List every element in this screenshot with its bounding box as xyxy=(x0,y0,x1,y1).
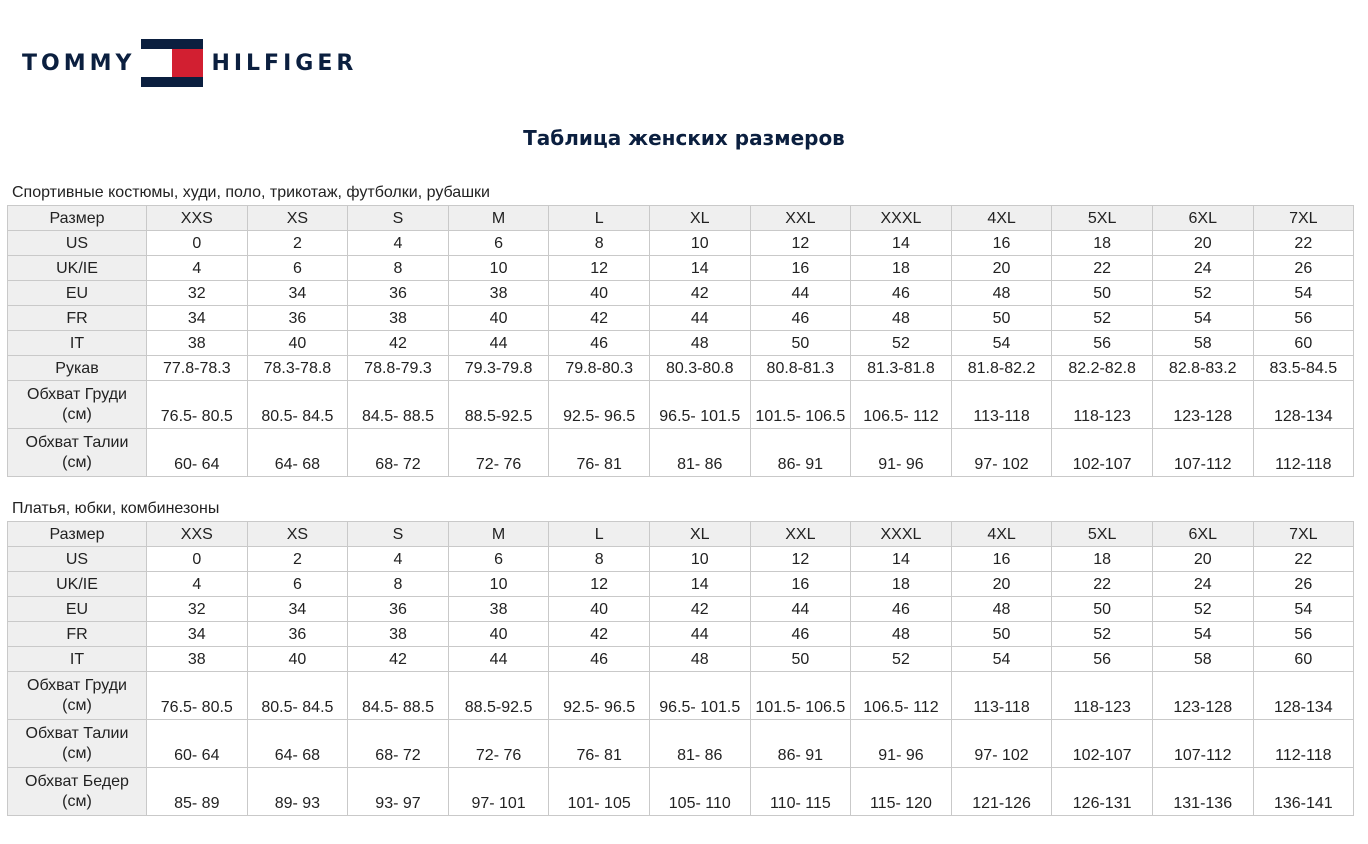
value-cell: 32 xyxy=(147,281,248,306)
value-cell: 24 xyxy=(1152,572,1253,597)
value-cell: 40 xyxy=(247,647,348,672)
value-cell: 52 xyxy=(851,647,952,672)
row-label: US xyxy=(65,234,89,252)
row-label-cell xyxy=(8,720,147,768)
row-label-cell xyxy=(8,647,147,672)
value-cell: 76.5- 80.5 xyxy=(147,381,248,429)
row-label: Обхват Талии xyxy=(25,724,129,742)
value-cell: 34 xyxy=(247,597,348,622)
row-label-cell xyxy=(8,547,147,572)
value-cell: 10 xyxy=(448,572,549,597)
value-cell: 123-128 xyxy=(1152,672,1253,720)
value-cell: 84.5- 88.5 xyxy=(348,381,449,429)
value-cell: 12 xyxy=(750,231,851,256)
value-cell: 54 xyxy=(1253,281,1354,306)
value-cell: 77.8-78.3 xyxy=(147,356,248,381)
value-cell: 14 xyxy=(649,572,750,597)
value-cell: 10 xyxy=(448,256,549,281)
value-cell: 16 xyxy=(750,256,851,281)
value-cell: 54 xyxy=(1152,622,1253,647)
table-row xyxy=(8,720,1354,768)
value-cell: 44 xyxy=(750,597,851,622)
value-cell: 4 xyxy=(147,256,248,281)
row-label-cell xyxy=(8,356,147,381)
value-cell: 42 xyxy=(549,622,650,647)
value-cell: 48 xyxy=(951,281,1052,306)
value-cell: 92.5- 96.5 xyxy=(549,672,650,720)
size-header-cell: XXXL xyxy=(851,522,952,547)
value-cell: 68- 72 xyxy=(348,429,449,477)
value-cell: 20 xyxy=(1152,547,1253,572)
value-cell: 50 xyxy=(1052,597,1153,622)
row-label-cell xyxy=(8,256,147,281)
value-cell: 38 xyxy=(348,306,449,331)
value-cell: 0 xyxy=(147,547,248,572)
value-cell: 80.3-80.8 xyxy=(649,356,750,381)
value-cell: 60 xyxy=(1253,647,1354,672)
row-label-cell xyxy=(8,429,147,477)
value-cell: 54 xyxy=(951,647,1052,672)
value-cell: 50 xyxy=(750,331,851,356)
value-cell: 107-112 xyxy=(1152,429,1253,477)
size-header-cell: 4XL xyxy=(951,206,1052,231)
value-cell: 97- 102 xyxy=(951,720,1052,768)
value-cell: 128-134 xyxy=(1253,381,1354,429)
value-cell: 42 xyxy=(549,306,650,331)
table-row xyxy=(8,547,1354,572)
value-cell: 8 xyxy=(348,572,449,597)
value-cell: 38 xyxy=(147,647,248,672)
value-cell: 14 xyxy=(851,231,952,256)
value-cell: 88.5-92.5 xyxy=(448,672,549,720)
value-cell: 16 xyxy=(750,572,851,597)
value-cell: 8 xyxy=(549,547,650,572)
size-table-dresses xyxy=(7,521,1354,816)
row-label: Обхват Груди xyxy=(27,676,127,694)
value-cell: 76- 81 xyxy=(549,720,650,768)
value-cell: 80.5- 84.5 xyxy=(247,672,348,720)
brand-logo xyxy=(22,39,357,87)
flag-left-block xyxy=(141,49,169,77)
value-cell: 48 xyxy=(851,622,952,647)
value-cell: 18 xyxy=(1052,231,1153,256)
row-label: UK/IE xyxy=(56,259,98,277)
value-cell: 85- 89 xyxy=(147,768,248,816)
value-cell: 91- 96 xyxy=(851,720,952,768)
row-label-cell xyxy=(8,381,147,429)
value-cell: 136-141 xyxy=(1253,768,1354,816)
value-cell: 2 xyxy=(247,547,348,572)
value-cell: 36 xyxy=(247,306,348,331)
brand-word-right: HILFIGER xyxy=(211,50,358,76)
row-label: US xyxy=(65,550,89,568)
value-cell: 22 xyxy=(1253,547,1354,572)
size-header-cell: L xyxy=(549,206,650,231)
value-cell: 102-107 xyxy=(1052,429,1153,477)
row-label: Рукав xyxy=(55,359,99,377)
value-cell: 131-136 xyxy=(1152,768,1253,816)
value-cell: 113-118 xyxy=(951,381,1052,429)
value-cell: 83.5-84.5 xyxy=(1253,356,1354,381)
value-cell: 6 xyxy=(247,572,348,597)
value-cell: 128-134 xyxy=(1253,672,1354,720)
table-row xyxy=(8,331,1354,356)
value-cell: 42 xyxy=(649,597,750,622)
table-row xyxy=(8,281,1354,306)
value-cell: 46 xyxy=(750,622,851,647)
table-row xyxy=(8,381,1354,429)
value-cell: 40 xyxy=(549,597,650,622)
value-cell: 52 xyxy=(851,331,952,356)
value-cell: 36 xyxy=(348,597,449,622)
row-label-cell xyxy=(8,672,147,720)
row-label-cell xyxy=(8,622,147,647)
value-cell: 93- 97 xyxy=(348,768,449,816)
value-cell: 81.8-82.2 xyxy=(951,356,1052,381)
value-cell: 8 xyxy=(348,256,449,281)
value-cell: 64- 68 xyxy=(247,720,348,768)
value-cell: 56 xyxy=(1253,622,1354,647)
value-cell: 50 xyxy=(1052,281,1153,306)
value-cell: 36 xyxy=(348,281,449,306)
value-cell: 60- 64 xyxy=(147,429,248,477)
value-cell: 12 xyxy=(549,256,650,281)
value-cell: 54 xyxy=(1253,597,1354,622)
value-cell: 10 xyxy=(649,547,750,572)
size-header-cell: XL xyxy=(649,522,750,547)
value-cell: 32 xyxy=(147,597,248,622)
value-cell: 97- 102 xyxy=(951,429,1052,477)
section-title-tops: Спортивные костюмы, худи, поло, трикотаж, футболки, рубашки xyxy=(12,184,490,201)
value-cell: 52 xyxy=(1152,597,1253,622)
value-cell: 82.2-82.8 xyxy=(1052,356,1153,381)
value-cell: 112-118 xyxy=(1253,429,1354,477)
section-title-dresses: Платья, юбки, комбинезоны xyxy=(12,500,220,517)
value-cell: 6 xyxy=(247,256,348,281)
value-cell: 80.8-81.3 xyxy=(750,356,851,381)
value-cell: 96.5- 101.5 xyxy=(649,381,750,429)
value-cell: 68- 72 xyxy=(348,720,449,768)
value-cell: 115- 120 xyxy=(851,768,952,816)
value-cell: 2 xyxy=(247,231,348,256)
value-cell: 46 xyxy=(851,281,952,306)
value-cell: 50 xyxy=(750,647,851,672)
value-cell: 97- 101 xyxy=(448,768,549,816)
value-cell: 56 xyxy=(1052,647,1153,672)
value-cell: 12 xyxy=(750,547,851,572)
value-cell: 20 xyxy=(951,572,1052,597)
table-header-row xyxy=(8,206,1354,231)
table-row xyxy=(8,672,1354,720)
value-cell: 24 xyxy=(1152,256,1253,281)
flag-icon xyxy=(141,39,203,87)
size-header-cell: 7XL xyxy=(1253,206,1354,231)
size-header-cell: XL xyxy=(649,206,750,231)
value-cell: 44 xyxy=(649,306,750,331)
row-label-cell xyxy=(8,331,147,356)
row-label-unit: (см) xyxy=(62,453,92,471)
value-cell: 126-131 xyxy=(1052,768,1153,816)
row-label: EU xyxy=(65,600,89,618)
size-header-cell: XXS xyxy=(147,206,248,231)
value-cell: 123-128 xyxy=(1152,381,1253,429)
value-cell: 82.8-83.2 xyxy=(1152,356,1253,381)
value-cell: 84.5- 88.5 xyxy=(348,672,449,720)
value-cell: 18 xyxy=(1052,547,1153,572)
value-cell: 34 xyxy=(247,281,348,306)
row-label-unit: (см) xyxy=(62,744,92,762)
size-header-cell: S xyxy=(348,206,449,231)
value-cell: 40 xyxy=(448,306,549,331)
value-cell: 106.5- 112 xyxy=(851,381,952,429)
value-cell: 44 xyxy=(750,281,851,306)
value-cell: 48 xyxy=(649,647,750,672)
row-label: FR xyxy=(66,309,88,327)
value-cell: 106.5- 112 xyxy=(851,672,952,720)
value-cell: 8 xyxy=(549,231,650,256)
value-cell: 96.5- 101.5 xyxy=(649,672,750,720)
value-cell: 44 xyxy=(448,647,549,672)
value-cell: 72- 76 xyxy=(448,429,549,477)
size-header-cell: XXS xyxy=(147,522,248,547)
value-cell: 60 xyxy=(1253,331,1354,356)
row-label-cell xyxy=(8,306,147,331)
value-cell: 52 xyxy=(1052,622,1153,647)
value-cell: 18 xyxy=(851,572,952,597)
row-label: UK/IE xyxy=(56,575,98,593)
row-label-cell xyxy=(8,597,147,622)
header-label-cell: Размер xyxy=(8,522,147,547)
value-cell: 46 xyxy=(549,647,650,672)
value-cell: 81- 86 xyxy=(649,429,750,477)
row-label-cell xyxy=(8,281,147,306)
table-row xyxy=(8,231,1354,256)
value-cell: 50 xyxy=(951,622,1052,647)
value-cell: 26 xyxy=(1253,256,1354,281)
brand-word-left: TOMMY xyxy=(22,50,136,76)
row-label-unit: (см) xyxy=(62,792,92,810)
table-row xyxy=(8,572,1354,597)
value-cell: 58 xyxy=(1152,331,1253,356)
size-header-cell: 6XL xyxy=(1152,206,1253,231)
value-cell: 54 xyxy=(1152,306,1253,331)
value-cell: 40 xyxy=(549,281,650,306)
value-cell: 107-112 xyxy=(1152,720,1253,768)
value-cell: 64- 68 xyxy=(247,429,348,477)
value-cell: 48 xyxy=(951,597,1052,622)
value-cell: 42 xyxy=(348,331,449,356)
value-cell: 40 xyxy=(247,331,348,356)
size-header-cell: M xyxy=(448,206,549,231)
size-header-cell: L xyxy=(549,522,650,547)
value-cell: 38 xyxy=(348,622,449,647)
value-cell: 72- 76 xyxy=(448,720,549,768)
header-label-cell: Размер xyxy=(8,206,147,231)
value-cell: 52 xyxy=(1152,281,1253,306)
value-cell: 86- 91 xyxy=(750,720,851,768)
value-cell: 22 xyxy=(1052,572,1153,597)
size-header-cell: M xyxy=(448,522,549,547)
value-cell: 52 xyxy=(1052,306,1153,331)
value-cell: 16 xyxy=(951,231,1052,256)
value-cell: 44 xyxy=(649,622,750,647)
value-cell: 34 xyxy=(147,306,248,331)
value-cell: 112-118 xyxy=(1253,720,1354,768)
size-header-cell: XXL xyxy=(750,522,851,547)
value-cell: 4 xyxy=(147,572,248,597)
value-cell: 48 xyxy=(649,331,750,356)
value-cell: 101- 105 xyxy=(549,768,650,816)
row-label: IT xyxy=(69,334,85,352)
value-cell: 54 xyxy=(951,331,1052,356)
value-cell: 20 xyxy=(951,256,1052,281)
value-cell: 48 xyxy=(851,306,952,331)
value-cell: 50 xyxy=(951,306,1052,331)
value-cell: 102-107 xyxy=(1052,720,1153,768)
value-cell: 12 xyxy=(549,572,650,597)
value-cell: 22 xyxy=(1253,231,1354,256)
value-cell: 42 xyxy=(348,647,449,672)
value-cell: 101.5- 106.5 xyxy=(750,381,851,429)
value-cell: 91- 96 xyxy=(851,429,952,477)
value-cell: 92.5- 96.5 xyxy=(549,381,650,429)
value-cell: 76- 81 xyxy=(549,429,650,477)
table-row xyxy=(8,356,1354,381)
value-cell: 36 xyxy=(247,622,348,647)
value-cell: 79.3-79.8 xyxy=(448,356,549,381)
size-header-cell: XS xyxy=(247,522,348,547)
value-cell: 44 xyxy=(448,331,549,356)
size-header-cell: XS xyxy=(247,206,348,231)
value-cell: 16 xyxy=(951,547,1052,572)
value-cell: 38 xyxy=(147,331,248,356)
value-cell: 78.8-79.3 xyxy=(348,356,449,381)
value-cell: 46 xyxy=(750,306,851,331)
row-label: IT xyxy=(69,650,85,668)
value-cell: 79.8-80.3 xyxy=(549,356,650,381)
table-row xyxy=(8,306,1354,331)
table-row xyxy=(8,256,1354,281)
value-cell: 38 xyxy=(448,597,549,622)
row-label-unit: (см) xyxy=(62,405,92,423)
value-cell: 80.5- 84.5 xyxy=(247,381,348,429)
value-cell: 38 xyxy=(448,281,549,306)
row-label-unit: (см) xyxy=(62,696,92,714)
value-cell: 20 xyxy=(1152,231,1253,256)
value-cell: 34 xyxy=(147,622,248,647)
row-label: Обхват Бедер xyxy=(25,772,129,790)
value-cell: 60- 64 xyxy=(147,720,248,768)
value-cell: 42 xyxy=(649,281,750,306)
value-cell: 56 xyxy=(1052,331,1153,356)
value-cell: 81.3-81.8 xyxy=(851,356,952,381)
row-label-cell xyxy=(8,768,147,816)
value-cell: 10 xyxy=(649,231,750,256)
value-cell: 14 xyxy=(649,256,750,281)
value-cell: 22 xyxy=(1052,256,1153,281)
row-label: FR xyxy=(66,625,88,643)
value-cell: 4 xyxy=(348,231,449,256)
value-cell: 113-118 xyxy=(951,672,1052,720)
value-cell: 58 xyxy=(1152,647,1253,672)
value-cell: 46 xyxy=(851,597,952,622)
size-header-cell: XXXL xyxy=(851,206,952,231)
size-header-cell: S xyxy=(348,522,449,547)
value-cell: 81- 86 xyxy=(649,720,750,768)
size-header-cell: 5XL xyxy=(1052,206,1153,231)
value-cell: 18 xyxy=(851,256,952,281)
size-header-cell: 7XL xyxy=(1253,522,1354,547)
table-row xyxy=(8,597,1354,622)
value-cell: 118-123 xyxy=(1052,672,1153,720)
table-row xyxy=(8,647,1354,672)
value-cell: 76.5- 80.5 xyxy=(147,672,248,720)
size-header-cell: XXL xyxy=(750,206,851,231)
table-row xyxy=(8,429,1354,477)
size-table-tops xyxy=(7,205,1354,477)
value-cell: 110- 115 xyxy=(750,768,851,816)
size-header-cell: 4XL xyxy=(951,522,1052,547)
value-cell: 86- 91 xyxy=(750,429,851,477)
table-header-row xyxy=(8,522,1354,547)
row-label: EU xyxy=(65,284,89,302)
flag-bottom-band xyxy=(141,77,203,87)
value-cell: 121-126 xyxy=(951,768,1052,816)
size-header-cell: 5XL xyxy=(1052,522,1153,547)
row-label: Обхват Груди xyxy=(27,385,127,403)
value-cell: 26 xyxy=(1253,572,1354,597)
value-cell: 0 xyxy=(147,231,248,256)
flag-red-block xyxy=(172,49,203,77)
size-header-cell: 6XL xyxy=(1152,522,1253,547)
flag-top-band xyxy=(141,39,203,49)
page-title: Таблица женских размеров xyxy=(523,126,845,150)
row-label: Обхват Талии xyxy=(25,433,129,451)
table-row xyxy=(8,622,1354,647)
value-cell: 89- 93 xyxy=(247,768,348,816)
value-cell: 6 xyxy=(448,547,549,572)
value-cell: 14 xyxy=(851,547,952,572)
value-cell: 88.5-92.5 xyxy=(448,381,549,429)
value-cell: 6 xyxy=(448,231,549,256)
table-row xyxy=(8,768,1354,816)
value-cell: 46 xyxy=(549,331,650,356)
value-cell: 105- 110 xyxy=(649,768,750,816)
value-cell: 78.3-78.8 xyxy=(247,356,348,381)
value-cell: 56 xyxy=(1253,306,1354,331)
value-cell: 40 xyxy=(448,622,549,647)
value-cell: 4 xyxy=(348,547,449,572)
value-cell: 118-123 xyxy=(1052,381,1153,429)
row-label-cell xyxy=(8,231,147,256)
value-cell: 101.5- 106.5 xyxy=(750,672,851,720)
row-label-cell xyxy=(8,572,147,597)
